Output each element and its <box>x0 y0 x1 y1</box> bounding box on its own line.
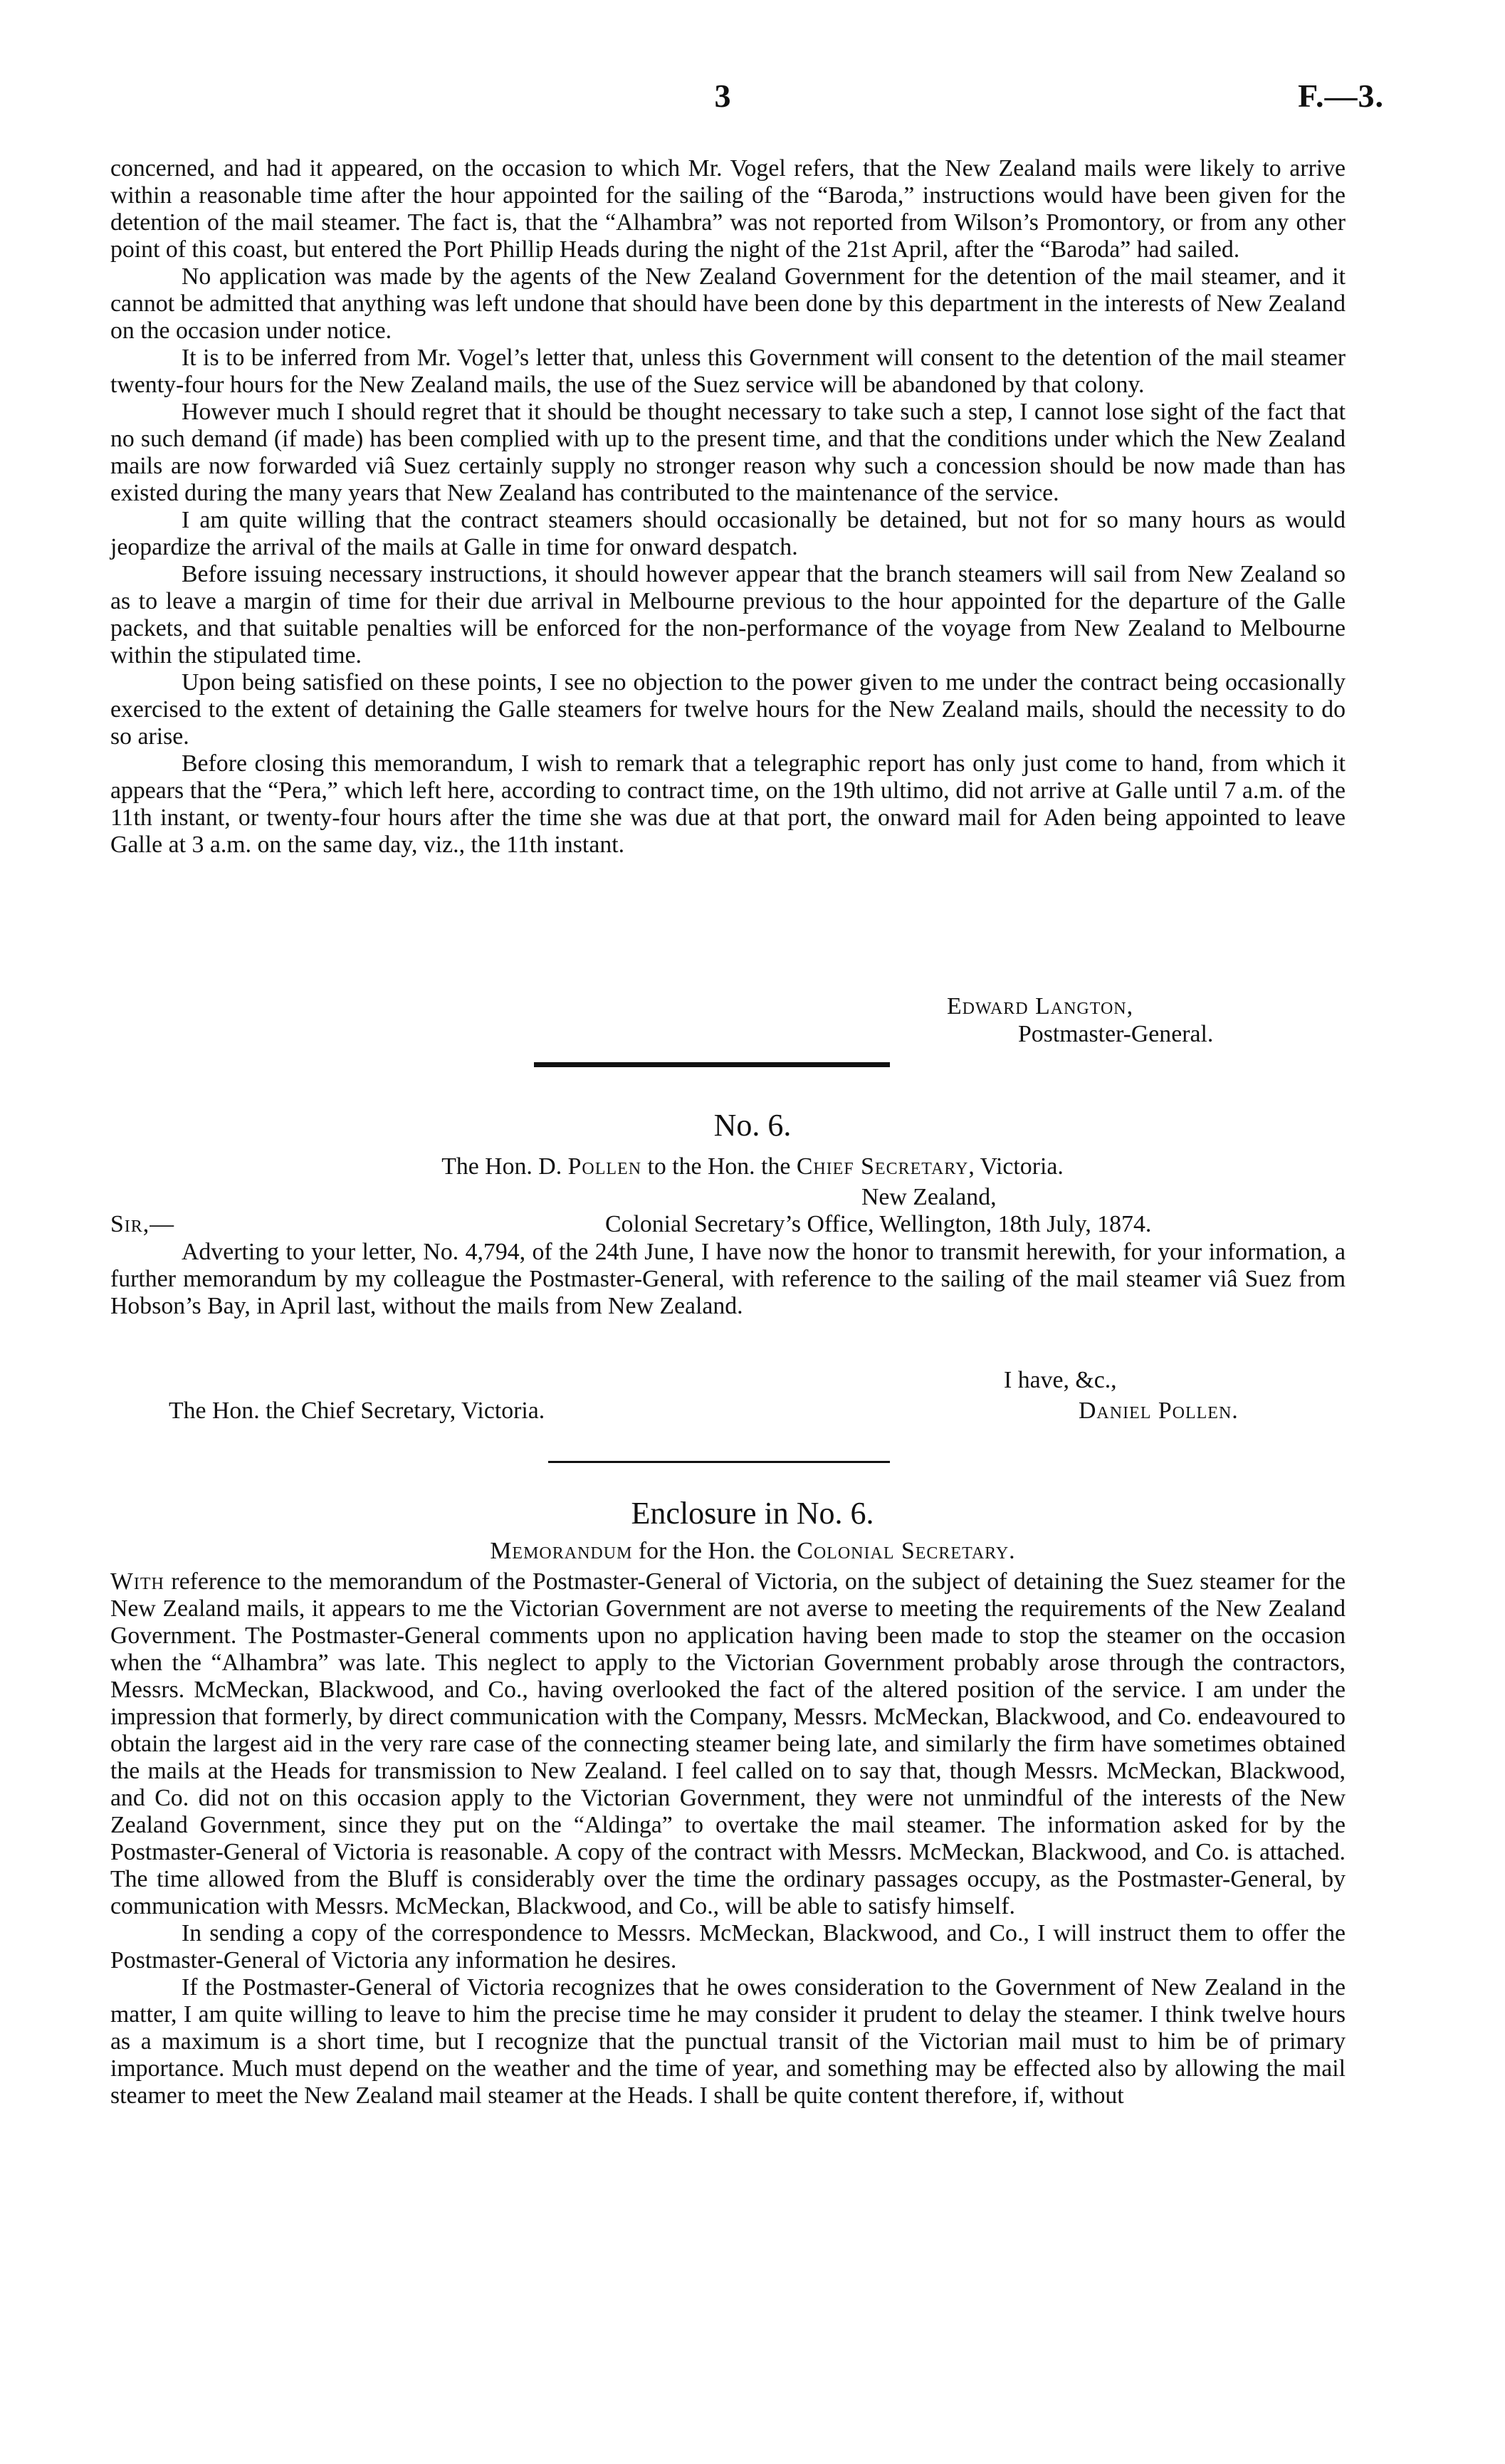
letter-address-date: Colonial Secretary’s Office, Wellington, 18th July, 1874. <box>605 1211 1152 1237</box>
paragraph: If the Postmaster-General of Victoria recognizes that he owes consideration to the Government of New Zealand in the matter, I am quite willing to leave to him the precise time he may consider it prudent to delay the steamer. I think twelve hours as a maximum is a short time, but I recognize that the punctual transit of the Victorian mail must to him be of primary importance. Much must depend on the weather and the time of year, and something may be effected also by allowing the mail steamer to meet the New Zealand mail steamer at the Heads. I shall be quite content therefore, if, without <box>110 1974 1346 2109</box>
paragraph: Upon being satisfied on these points, I see no objection to the power given to me under the contract being occasionally exercised to the extent of detaining the Galle steamers for twelve hours for the New Zealand mails, should the necessity to do so arise. <box>110 669 1346 750</box>
signature-title: Postmaster-General. <box>1018 1021 1214 1047</box>
subheading-recipient: Chief Secretary <box>796 1153 969 1180</box>
subheading-memo: Memorandum <box>490 1538 633 1564</box>
section-divider-thick <box>534 1062 890 1067</box>
paragraph: However much I should regret that it should be thought necessary to take such a step, I cannot lose sight of the fact that no such demand (if made) has been complied with up to the present time, and that the conditions under which the New Zealand mails are now forwarded viâ Suez certainly supply no stronger reason why such a concession should be now made than has existed during the many years that New Zealand has contributed to the maintenance of the service. <box>110 399 1346 506</box>
subheading-text: The Hon. D. <box>441 1153 568 1180</box>
letter-signer: Daniel Pollen. <box>1079 1398 1239 1424</box>
letter-recipient: The Hon. the Chief Secretary, Victoria. <box>169 1398 545 1424</box>
letter-closing: I have, &c., <box>1004 1367 1117 1393</box>
section-heading-no6: No. 6. <box>713 1108 792 1143</box>
paragraph: Before closing this memorandum, I wish to remark that a telegraphic report has only just come to hand, from which it appears that the “Pera,” which left here, according to contract time, on the 19th ultimo, did not arrive at Galle until 7 a.m. of the 11th instant, or twenty-four hours after the time she was due at that port, the onward mail for Aden being appointed to leave Galle at 3 a.m. on the same day, viz., the 11th instant. <box>110 750 1346 858</box>
subheading-text: . <box>1009 1538 1015 1564</box>
paragraph: It is to be inferred from Mr. Vogel’s letter that, unless this Government will consent to the detention of the mail steamer twenty-four hours for the New Zealand mails, the use of the Suez service will be abandoned by that colony. <box>110 345 1346 398</box>
paragraph: concerned, and had it appeared, on the occasion to which Mr. Vogel refers, that the New Zealand mails were likely to arrive within a reasonable time after the hour appointed for the sailing of the “Baroda,” instructions would have been given for the detention of the mail steamer. The fact is, that the “Alhambra” was not reported from Wilson’s Promontory, or from any other point of this coast, but entered the Port Phillip Heads during the night of the 21st April, after the “Baroda” had sailed. <box>110 155 1346 263</box>
paragraph-text: reference to the memorandum of the Postmaster-General of Victoria, on the subject of detaining the Suez steamer for the New Zealand mails, it appears to me the Victorian Government are not averse to meeting the requirements of the New Zealand Government. The Postmaster-General comments upon no application having been made to stop the steamer on the occasion when the “Alhambra” was late. This neglect to apply to the Victorian Government probably arose through the contractors, Messrs. McMeckan, Blackwood, and Co., having overlooked the fact of the altered position of the service. I am under the impression that formerly, by direct communication with the Company, Messrs. McMeckan, Blackwood, and Co. endeavoured to obtain the largest aid in the very rare case of the connecting steamer being late, and similarly the firm have sometimes obtained the mails at the Heads for transmission to New Zealand. I feel called on to say that, though Messrs. McMeckan, Blackwood, and Co. did not on this occasion apply to the Victorian Government, they were not unmindful of the interests of the New Zealand Government, since they put on the “Aldinga” to overtake the mail steamer. The information asked for by the Postmaster-General of Victoria is reasonable. A copy of the contract with Messrs. McMeckan, Blackwood, and Co. is attached. The time allowed from the Bluff is considerably over the time the ordinary passages occupy, as the Postmaster-General, by communication with Messrs. McMeckan, Blackwood, and Co., will be able to satisfy himself. <box>110 1568 1346 1919</box>
first-word: With <box>110 1568 164 1595</box>
letter-subheading <box>0 1153 1505 1180</box>
letter-body <box>110 1239 1346 1320</box>
salutation: Sir,— <box>110 1211 175 1237</box>
subheading-text: for the Hon. the <box>632 1538 797 1564</box>
paragraph: No application was made by the agents of the New Zealand Government for the detention of the mail steamer, and it cannot be admitted that anything was left undone that should have been done by this department in the interests of New Zealand on the occasion under notice. <box>110 263 1346 344</box>
page-number: 3 <box>714 78 731 114</box>
paragraph: I am quite willing that the contract steamers should occasionally be detained, but not for so many hours as would jeopardize the arrival of the mails at Galle in time for onward despatch. <box>110 507 1346 560</box>
subheading-text: , Victoria. <box>968 1153 1064 1180</box>
paragraph: In sending a copy of the correspondence to Messrs. McMeckan, Blackwood, and Co., I will instruct them to offer the Postmaster-General of Victoria any information he desires. <box>110 1920 1346 1973</box>
subheading-sender: Pollen <box>567 1153 642 1180</box>
enclosure-heading: Enclosure in No. 6. <box>631 1496 874 1531</box>
enclosure-body <box>110 1568 1346 2109</box>
subheading-text: to the Hon. the <box>641 1153 797 1180</box>
paper-reference: F.—3. <box>1298 78 1384 114</box>
subheading-recipient: Colonial Secretary <box>797 1538 1010 1564</box>
section-divider-thin <box>548 1461 890 1463</box>
letter-place: New Zealand, <box>861 1184 997 1210</box>
paragraph: Adverting to your letter, No. 4,794, of the 24th June, I have now the honor to transmit herewith, for your information, a further memorandum by my colleague the Postmaster-General, with reference to the sailing of the mail steamer viâ Suez from Hobson’s Bay, in April last, without the mails from New Zealand. <box>110 1239 1346 1319</box>
enclosure-subheading <box>0 1538 1505 1565</box>
memorandum-continuation <box>110 155 1346 859</box>
signature-name: Edward Langton, <box>947 993 1134 1019</box>
paragraph <box>110 1568 1346 1920</box>
paragraph: Before issuing necessary instructions, it should however appear that the branch steamers will sail from New Zealand so as to leave a margin of time for their due arrival in Melbourne previous to the hour appointed for the departure of the Galle packets, and that suitable penalties will be enforced for the non-performance of the voyage from New Zealand to Melbourne within the stipulated time. <box>110 561 1346 669</box>
